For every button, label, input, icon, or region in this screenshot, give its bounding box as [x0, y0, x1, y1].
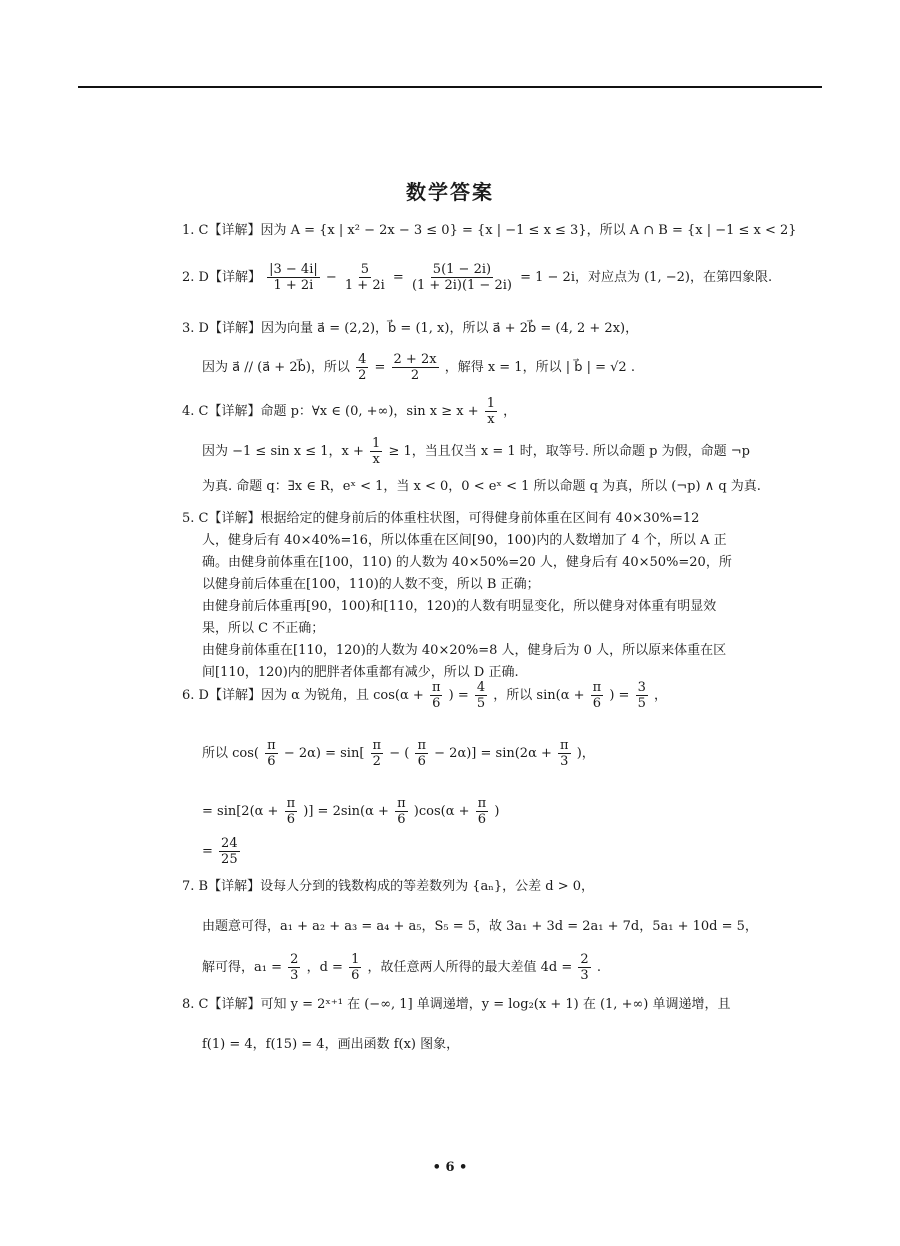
- header-rule: [78, 86, 822, 88]
- answer-6-line-1: 6. D【详解】因为 α 为锐角，且 cos(α + $\frac{\pi}{6}$ ) = $\frac{4}{5}$ ，所以 sin(α + $\frac{\pi}{6}$ ) = $\frac{3}{5}$ ，: [182, 680, 668, 711]
- answer-1: 1. C【详解】因为 A = {x | x² − 2x − 3 ≤ 0} = {x | −1 ≤ x ≤ 3}，所以 A ∩ B = {x | −1 ≤ x < 2}: [182, 223, 797, 238]
- answer-5-line: 间[110，120)内的肥胖者体重都有减少，所以 D 正确.: [202, 665, 519, 680]
- answer-5-line: 由健身前体重在[110，120)的人数为 40×20%=8 人，健身后为 0 人，所以原来体重在区: [202, 643, 727, 658]
- answer-8-line-2: f(1) = 4，f(15) = 4，画出函数 f(x) 图象，: [202, 1037, 460, 1052]
- answer-5-line: 确。由健身前体重在[100，110) 的人数为 40×50%=20 人，健身后有 40×50%=20，所: [202, 555, 732, 570]
- page-title: 数学答案: [406, 180, 494, 204]
- answer-5-line: 以健身前后体重在[100，110)的人数不变，所以 B 正确；: [202, 577, 540, 592]
- answer-8-line-1: 8. C【详解】可知 y = 2ˣ⁺¹ 在 (−∞, 1] 单调递增，y = log₂(x + 1) 在 (1, +∞) 单调递增，且: [182, 997, 731, 1012]
- answer-4-line-1: 4. C【详解】命题 p：∀x ∈ (0, +∞)，sin x ≥ x + $\frac{1}{x}$ ，: [182, 396, 517, 427]
- answer-5-line: 5. C【详解】根据给定的健身前后的体重柱状图，可得健身前体重在区间有 40×30%=12: [182, 511, 700, 526]
- answer-5-line: 由健身前后体重再[90，100)和[110，120)的人数有明显变化，所以健身对体重有明显效: [202, 599, 717, 614]
- answer-3-line-2: 因为 a⃗ // (a⃗ + 2b⃗)，所以 $\frac{4}{2}$ = $\frac{2 + 2x}{2}$ ，解得 x = 1，所以 | b⃗ | = √2 .: [202, 352, 635, 383]
- fraction: $\frac{5(1 - 2i)}{(1 + 2i)(1 - 2i)}$: [411, 262, 512, 293]
- answer-5-line: 果，所以 C 不正确；: [202, 621, 325, 636]
- fraction: $\frac{|3 - 4i|}{1 + 2i}$: [269, 262, 318, 293]
- answer-7-line-2: 由题意可得，a₁ + a₂ + a₃ = a₄ + a₅，S₅ = 5，故 3a₁ + 3d = 2a₁ + 7d，5a₁ + 10d = 5，: [202, 919, 758, 934]
- page-number: • 6 •: [432, 1160, 468, 1175]
- answer-5-line: 人，健身后有 40×40%=16，所以体重在区间[90，100)内的人数增加了 4 个，所以 A 正: [202, 533, 727, 548]
- answer-4-line-3: 为真. 命题 q：∃x ∈ R，eˣ < 1，当 x < 0，0 < eˣ < 1 所以命题 q 为真，所以 (¬p) ∧ q 为真.: [202, 479, 761, 494]
- answer-6-line-4: = $\frac{24}{25}$: [202, 836, 238, 867]
- answer-2-label: 2. D【详解】: [182, 270, 261, 285]
- answer-6-line-3: = sin[2(α + $\frac{\pi}{6}$ )] = 2sin(α + $\frac{\pi}{6}$ )cos(α + $\frac{\pi}{6}$ ): [202, 796, 500, 827]
- answer-2-tail: = 1 − 2i，对应点为 (1, −2)，在第四象限.: [520, 270, 773, 285]
- fraction: $\frac{5}{1 + 2i}$: [344, 262, 385, 293]
- answer-3-line-1: 3. D【详解】因为向量 a⃗ = (2,2)，b⃗ = (1, x)，所以 a⃗ + 2b⃗ = (4, 2 + 2x)，: [182, 321, 639, 336]
- answer-7-line-1: 7. B【详解】设每人分到的钱数构成的等差数列为 {aₙ}，公差 d > 0，: [182, 879, 595, 894]
- answer-6-line-2: 所以 cos( $\frac{\pi}{6}$ − 2α) = sin[ $\frac{\pi}{2}$ − ( $\frac{\pi}{6}$ − 2α)] = sin(2α + $\frac{\pi}{3}$ )，: [202, 738, 595, 769]
- answer-2: 2. D【详解】 $\frac{|3 - 4i|}{1 + 2i}$ − $\frac{5}{1 + 2i}$ = $\frac{5(1 - 2i)}{(1 + 2i)(1 - 2i)}$ = 1 − 2i，对应点为 (1, −2)，在第四象限.: [182, 262, 773, 293]
- answer-4-line-2: 因为 −1 ≤ sin x ≤ 1，x + $\frac{1}{x}$ ≥ 1，当且仅当 x = 1 时，取等号. 所以命题 p 为假，命题 ¬p: [202, 436, 750, 467]
- answer-7-line-3: 解可得，a₁ = $\frac{2}{3}$ ，d = $\frac{1}{6}$ ，故任意两人所得的最大差值 4d = $\frac{2}{3}$ .: [202, 952, 601, 983]
